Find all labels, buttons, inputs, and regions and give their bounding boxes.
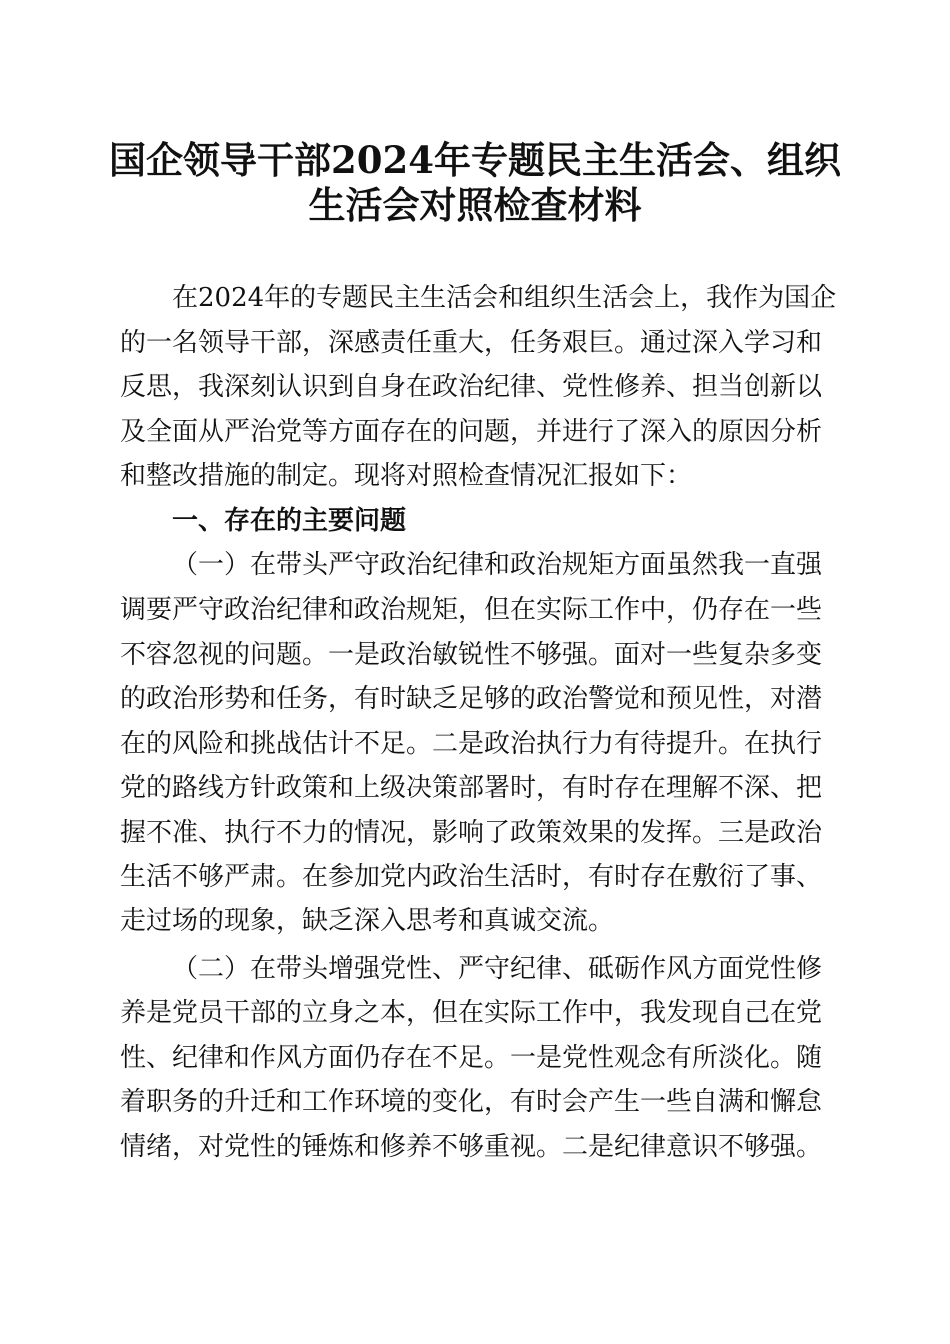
text-line: 走过场的现象，缺乏深入思考和真诚交流。 [120,906,615,936]
text-line: 的政治形势和任务，有时缺乏足够的政治警觉和预见性，对潜 [120,684,823,714]
text-line: 及全面从严治党等方面存在的问题，并进行了深入的原因分析 [120,417,823,447]
text-line: 不容忽视的问题。一是政治敏锐性不够强。面对一些复杂多变 [120,640,823,670]
text-line: 和整改措施的制定。现将对照检查情况汇报如下： [120,461,693,491]
text-line: 性、纪律和作风方面仍存在不足。一是党性观念有所淡化。随 [120,1043,823,1073]
text-line: 在的风险和挑战估计不足。二是政治执行力有待提升。在执行 [120,729,823,759]
text-line: 在2024年的专题民主生活会和组织生活会上，我作为国企 [172,283,837,313]
text-line: 养是党员干部的立身之本，但在实际工作中，我发现自己在党 [120,998,823,1028]
text-line: 调要严守政治纪律和政治规矩，但在实际工作中，仍存在一些 [120,595,823,625]
text-line: 着职务的升迁和工作环境的变化，有时会产生一些自满和懈怠 [120,1087,823,1117]
document-title-line-1: 国企领导干部2024年专题民主生活会、组织 [109,138,841,182]
text-line: 生活不够严肃。在参加党内政治生活时，有时存在敷衍了事、 [120,862,823,892]
text-line: 情绪，对党性的锤炼和修养不够重视。二是纪律意识不够强。 [120,1132,823,1162]
section-heading: 一、存在的主要问题 [172,506,407,536]
text-line: 握不准、执行不力的情况，影响了政策效果的发挥。三是政治 [120,818,823,848]
text-line: 的一名领导干部，深感责任重大，任务艰巨。通过深入学习和 [120,328,823,358]
text-line: （一）在带头严守政治纪律和政治规矩方面虽然我一直强 [172,550,823,580]
document-title-line-2: 生活会对照检查材料 [308,183,642,227]
text-line: 党的路线方针政策和上级决策部署时，有时存在理解不深、把 [120,773,823,803]
text-line: 反思，我深刻认识到自身在政治纪律、党性修养、担当创新以 [120,372,823,402]
text-line: （二）在带头增强党性、严守纪律、砥砺作风方面党性修 [172,954,823,984]
